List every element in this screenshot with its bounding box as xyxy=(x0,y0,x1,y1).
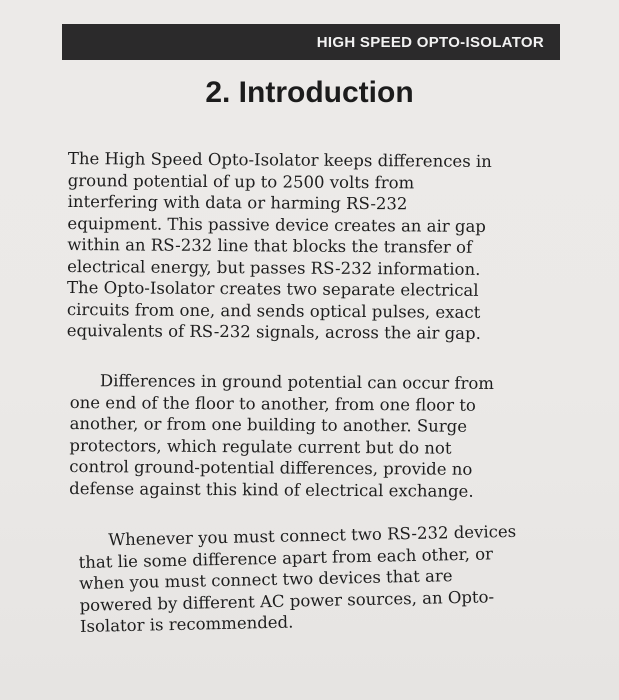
paragraph-line: defense against this kind of electrical exchange. xyxy=(69,478,474,501)
paragraph-line: that lie some difference apart from each other, or xyxy=(78,543,494,572)
paragraph-line: Differences in ground potential can occur from xyxy=(99,371,495,393)
paragraph-line: protectors, which regulate current but do not xyxy=(69,435,452,458)
running-header-title: HIGH SPEED OPTO-ISOLATOR xyxy=(316,33,544,51)
paragraph-line: equipment. This passive device creates an air gap xyxy=(67,213,486,236)
paragraph-line: control ground-potential differences, provide no xyxy=(69,456,473,479)
paragraph-2 xyxy=(69,370,570,502)
paragraph-line: Isolator is recommended. xyxy=(79,612,294,636)
paragraph-line: circuits from one, and sends optical pulses, exact xyxy=(66,299,481,322)
paragraph-line: The High Speed Opto-Isolator keeps differences in xyxy=(67,148,492,171)
running-header-bar xyxy=(62,24,560,60)
paragraph-line: powered by different AC power sources, an Opto- xyxy=(79,586,495,615)
section-heading: 2. Introduction xyxy=(205,76,414,109)
paragraph-line: one end of the floor to another, from one floor to xyxy=(69,392,476,415)
paragraph-line: equivalents of RS-232 signals, across the air gap. xyxy=(66,320,481,343)
paragraph-line: when you must connect two devices that are xyxy=(78,566,453,593)
paragraph-3 xyxy=(78,520,570,638)
paragraph-line: The Opto-Isolator creates two separate electrical xyxy=(66,277,479,300)
paragraph-line: electrical energy, but passes RS-232 information. xyxy=(67,256,481,279)
paragraph-line: interfering with data or harming RS-232 xyxy=(67,191,408,214)
paragraph-line: Whenever you must connect two RS-232 devices xyxy=(108,521,517,550)
paragraph-line: ground potential of up to 2500 volts from xyxy=(67,170,415,192)
paragraph-1 xyxy=(67,148,568,345)
paragraph-line: within an RS-232 line that blocks the transfer of xyxy=(67,234,473,257)
paragraph-line: another, or from one building to another. Surge xyxy=(69,413,468,436)
